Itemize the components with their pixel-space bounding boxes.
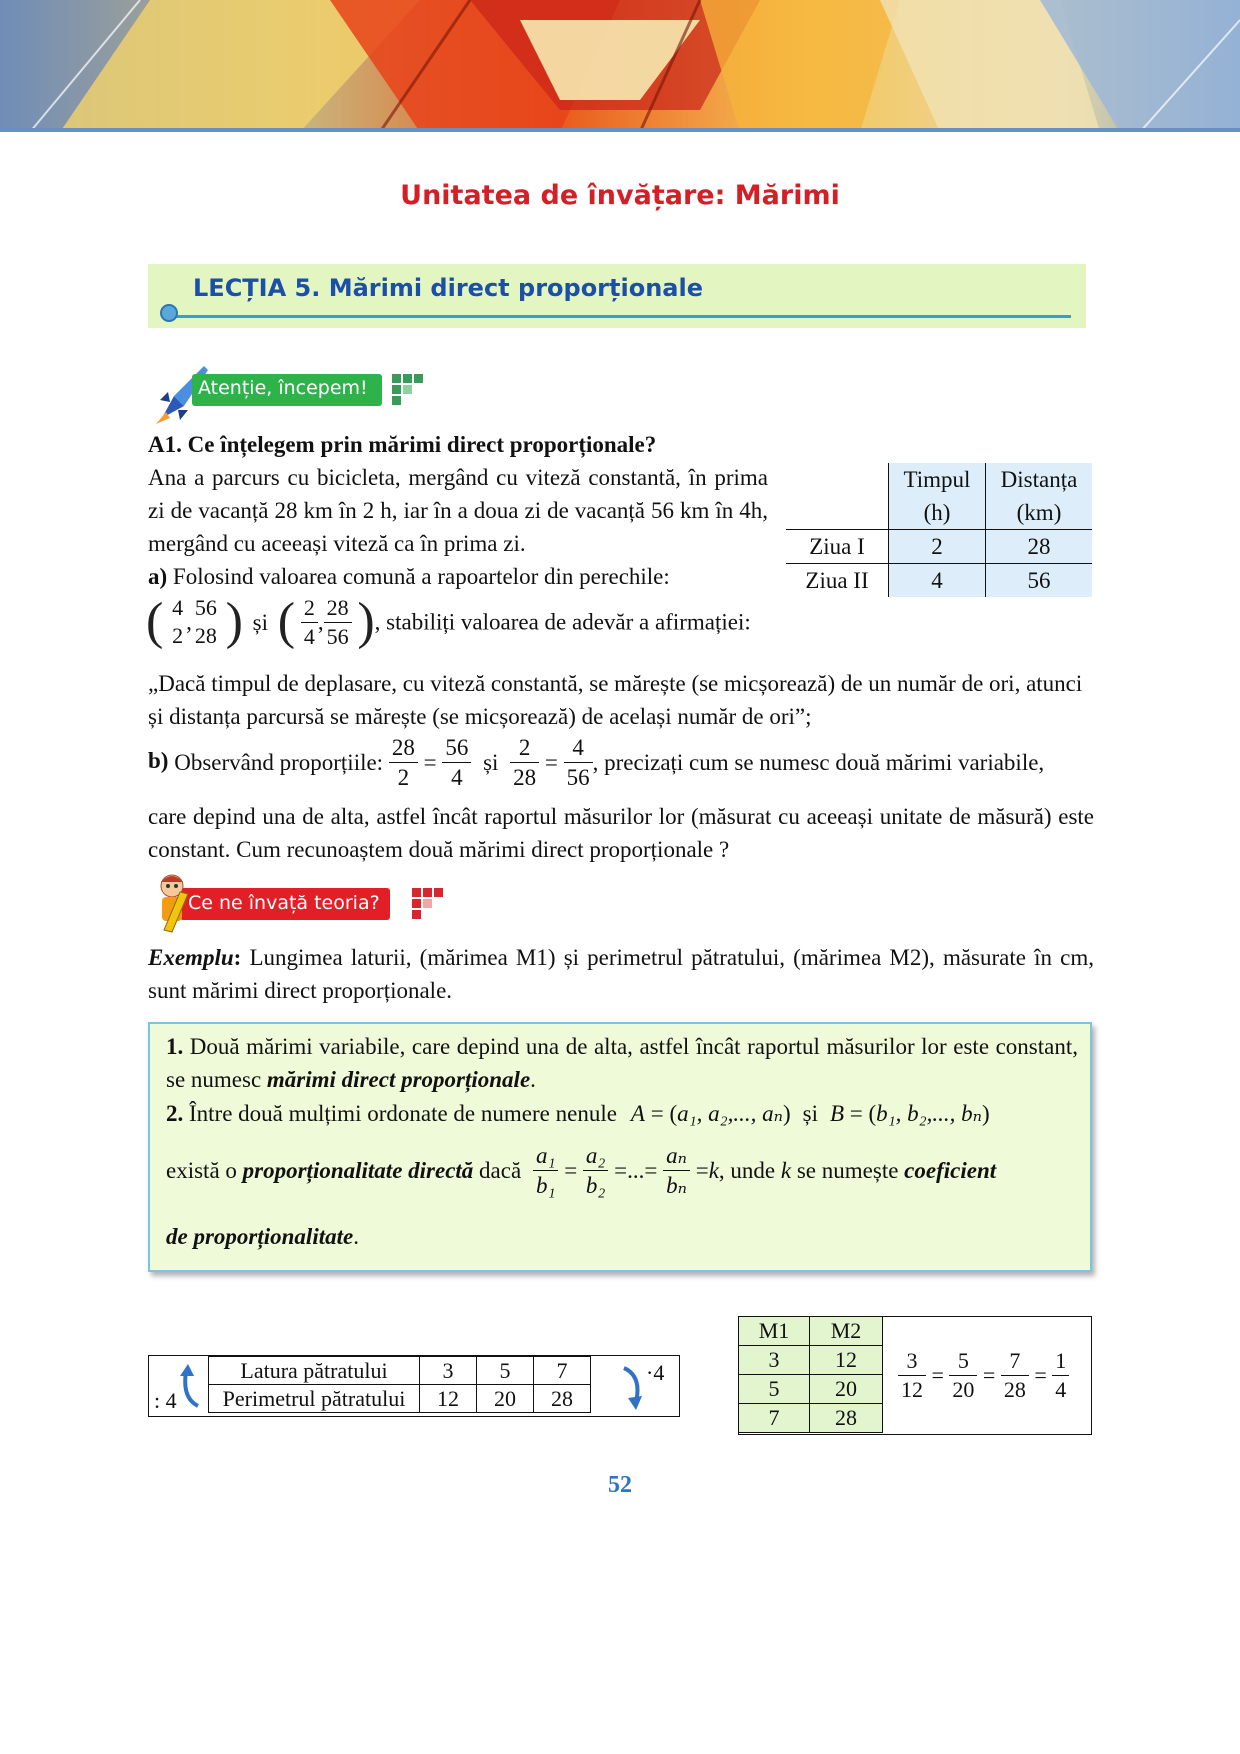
table-cell: 28	[810, 1404, 883, 1433]
activity-intro: Ana a parcurs cu bicicleta, mergând cu viteză constantă, în prima zi de vacanță 28 km în 2 h, iar în a doua zi de vacanță 56 km în 4h, mergând cu aceeași viteză ca în prima zi.	[148, 465, 768, 556]
ratio-a1-b1: $\frac{\text{a₁}}{\text{b₁}}$	[533, 1144, 559, 1197]
definition-2: 2. Între două mulțimi ordonate de numere nenule A = (a₁, a₂,..., aₙ) și B = (b₁, b₂,..., bₙ)	[166, 1101, 990, 1126]
ratio-fraction: $\frac{5}{20}$	[949, 1350, 977, 1401]
header-distance-unit: (km)	[986, 496, 1093, 530]
table-cell: 12	[810, 1346, 883, 1375]
part-a-label: a)	[148, 564, 168, 589]
row-label: Ziua II	[805, 567, 869, 593]
header-m2: M2	[810, 1317, 883, 1346]
quote-statement: „Dacă timpul de deplasare, cu viteză constantă, se mărește (se micșorează) de un număr de ori, atunci și distanța parcursă se mărește (se micșorează) de același număr de ori”;	[148, 671, 1083, 729]
part-a-text: Folosind valoarea comună a rapoartelor din perechile:	[172, 564, 670, 589]
header-time: Timpul	[889, 463, 986, 496]
ratio-fraction: $\frac{3}{12}$	[898, 1350, 926, 1401]
table-cell: 3	[739, 1346, 810, 1375]
table-cell: 56	[986, 564, 1093, 598]
row-label: Ziua I	[809, 533, 865, 559]
pairs-line: ( 4 2 , 56 28 ) și ( $\frac{2}{4}$ , $\frac{28}{56}$ ), stabiliți valoarea de adevăr a afirmației:	[146, 593, 751, 650]
table-cell: 4	[889, 564, 986, 598]
example-text: Exemplu: Lungimea laturii, (mărimea M1) și perimetrul pătratului, (mărimea M2), măsurate în cm, sunt mărimi direct proporționale.	[148, 945, 1094, 1003]
ratio-equalities: $\frac{3}{12}$ = $\frac{5}{20}$ = $\frac{7}{28}$ = $\frac{1}{4}$	[898, 1350, 1069, 1401]
square-table	[208, 1356, 591, 1413]
header-time-unit: (h)	[889, 496, 986, 530]
activity-heading: A1. Ce înțelegem prin mărimi direct proporționale?	[148, 432, 657, 457]
theory-badge	[150, 872, 460, 934]
header-banner-image	[0, 0, 1240, 132]
table-cell: 3	[420, 1357, 477, 1385]
table-cell: 20	[477, 1385, 534, 1413]
definition-term: mărimi direct proporționale	[266, 1067, 531, 1092]
definition-3: există o proporționalitate directă dacă $\frac{\text{a₁}}{\text{b₁}}$ = $\frac{\text{a₂}}{\text{b₂}}$ =...= $\frac{\text{aₙ}}{\text{bₙ}}$ =k, unde k se numește coeficient	[166, 1143, 997, 1198]
theory-badge-label: Ce ne învață teoria?	[188, 892, 380, 914]
table-cell: 5	[477, 1357, 534, 1385]
si-conjunction: și	[252, 609, 268, 635]
proportion2-left: $\frac{2}{28}$	[510, 736, 539, 789]
pair2-fraction2: $\frac{28}{56}$	[324, 597, 352, 648]
part-b-label: b)	[148, 747, 169, 773]
pair1-fraction2: 56 28	[194, 595, 217, 648]
table-cell: 7	[534, 1357, 591, 1385]
pair1-fraction1: 4 2	[172, 595, 184, 648]
ratio-fraction: $\frac{1}{4}$	[1052, 1350, 1069, 1401]
banner-divider	[0, 128, 1240, 132]
part-b-line: b) Observând proporțiile: $\frac{28}{2}$ = $\frac{56}{4}$ și $\frac{2}{28}$ = $\frac{4}{56}$ , precizați cum se numesc două mărimi variabile,	[148, 735, 1045, 790]
table-cell: Perimetrul pătratului	[209, 1385, 420, 1413]
page-number: 52	[608, 1472, 632, 1498]
attention-badge-label: Atenție, începem!	[198, 377, 368, 399]
down-arrow-icon	[620, 1362, 646, 1412]
table-cell: 28	[534, 1385, 591, 1413]
part-b-text: Observând proporțiile:	[174, 750, 384, 775]
part-b-question: care depind una de alta, astfel încât raportul măsurilor lor (măsurat cu aceeași unitate de măsură) este constant. Cum recunoaștem două mărimi direct proporționale ?	[148, 804, 1094, 862]
ratio-an-bn: $\frac{\text{aₙ}}{\text{bₙ}}$	[663, 1144, 690, 1197]
table-cell: 20	[810, 1375, 883, 1404]
up-arrow-icon	[178, 1362, 202, 1412]
ratio-fraction: $\frac{7}{28}$	[1001, 1350, 1029, 1401]
definition-1: 1. Două mărimi variabile, care depind una de alta, astfel încât raportul măsurilor lor este constant, se numesc mărimi direct proporționale.	[166, 1034, 1078, 1092]
bullet-dot-icon	[160, 304, 178, 322]
table-cell: Latura pătratului	[209, 1357, 420, 1385]
definition-term: proporționalitate directă	[242, 1158, 474, 1183]
m-table	[738, 1316, 883, 1433]
table-cell: 7	[739, 1404, 810, 1433]
part-b-text-end: , precizați cum se numesc două mărimi variabile,	[592, 750, 1045, 775]
multiply-by-4-label: ·4	[646, 1360, 665, 1385]
proportion2-right: $\frac{4}{56}$	[564, 736, 593, 789]
part-a-line	[148, 560, 768, 593]
proportion1-left: $\frac{28}{2}$	[389, 736, 418, 789]
table-cell: 5	[739, 1375, 810, 1404]
pair2-fraction1: $\frac{2}{4}$	[301, 597, 318, 648]
table-cell: 12	[420, 1385, 477, 1413]
table-cell: 28	[986, 530, 1093, 564]
example-label: Exemplu	[148, 945, 234, 970]
ratio-a2-b2: $\frac{\text{a₂}}{\text{b₂}}$	[583, 1144, 609, 1197]
attention-badge	[152, 362, 432, 414]
travel-table	[786, 463, 1092, 597]
part-a-text-end: , stabiliți valoarea de adevăr a afirmației:	[374, 609, 751, 635]
unit-title: Unitatea de învățare: Mărimi	[400, 180, 840, 211]
table-cell: 2	[889, 530, 986, 564]
definition-4: de proporționalitate.	[166, 1224, 359, 1249]
divide-by-4-label: : 4	[154, 1388, 177, 1413]
lesson-title: LECȚIA 5. Mărimi direct proporționale	[193, 274, 703, 302]
lesson-underline	[168, 315, 1071, 318]
proportion1-right: $\frac{56}{4}$	[442, 736, 471, 789]
header-distance: Distanța	[986, 463, 1093, 496]
header-m1: M1	[739, 1317, 810, 1346]
